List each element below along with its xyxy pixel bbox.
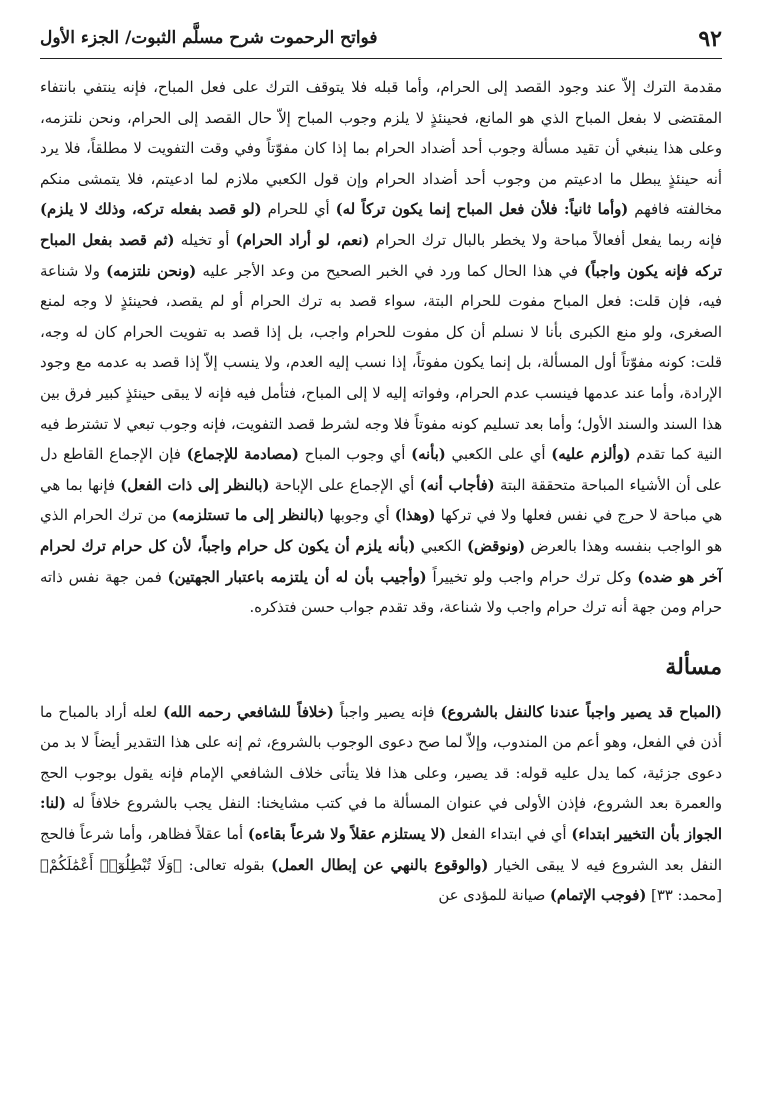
bold-quote: (بأنه يلزم أن يكون كل حرام واجباً، لأن كل حرام ترك لحرام آخر هو ضده) <box>40 537 722 586</box>
text-run: أي وجوبها <box>324 507 395 525</box>
bold-quote: (خلافاً للشافعي رحمه الله) <box>163 703 334 721</box>
bold-quote: (فوجب الإتمام) <box>549 887 647 905</box>
bold-quote: (ونحن نلتزمه) <box>106 262 197 280</box>
bold-quote: (وأجيب بأن له أن يلتزمه باعتبار الجهتين) <box>167 568 427 586</box>
text-run: فإن الإجماع القاطع دل على أن الأشياء المباحة متحققة البتة <box>40 446 722 494</box>
text-run: أي في ابتداء الفعل <box>446 826 572 844</box>
text-run: أي الإجماع على الإباحة <box>269 476 420 494</box>
text-run: فإنه يصير واجباً <box>333 703 441 721</box>
text-run: أي للحرام <box>261 201 336 219</box>
text-run: الكعبي <box>415 537 467 555</box>
text-run: لعله أراد بالمباح ما أذن في الفعل، وهو أعم من المندوب، وإلاّ لما صح دعوى الوجوب بالشروع، ثم إنه على هذا التقدير أيضاً لا بد من دعوى جزئية، كما يدل عليه قوله: قد يصير، وعلى هذا فلا يتأتى خلاف الشافعي الإمام فإنه يقول بوجوب الحج والعمرة بعد الشروع، فإذن الأولى في عنوان المسألة ما في كتب مشايخنا: النفل يجب بالشروع خلافاً له <box>40 703 722 813</box>
bold-quote: (وألزم عليه) <box>551 446 631 464</box>
text-run: أما عقلاً فظاهر، وأما شرعاً فالحج النفل بعد الشروع فيه لا يبقى الخيار <box>40 826 722 874</box>
text-run: في هذا الحال كما ورد في الخبر الصحيح من وعد الأجر عليه <box>196 262 585 280</box>
text-run: فمن جهة نفس ذاته حرام ومن جهة أنه ترك حرام واجب ولا شناعة، وقد تقدم جواب حسن فتذكره. <box>40 568 722 617</box>
section-heading: مسألة <box>665 653 722 680</box>
page-number: ٩٢ <box>698 26 722 52</box>
text-run: مقدمة الترك إلاّ عند وجود القصد إلى الحرام، وأما قبله فلا يتوقف الترك على فعل المباح، فإنه ينتفي بانتفاء المقتضى لا بفعل المباح الذي هو المانع، فحينئذٍ لا يلزم وجوب المباح إلاّ حال القصد إلى الحرام، ونحن نلتزمه، وعلى هذا ينبغي أن تقيد مسألة وجوب أحد أضداد الحرام بما إذا كان مفوّتاً وفي وقت التفويت لا مطلقاً، فلا يرد أنه حينئذٍ يبطل ما ادعيتم من وجوب أحد أضداد الحرام وإن قول الكعبي ملازم لما ادعيتم، فلا يتمشى منكم مخالفته فافهم <box>40 79 722 219</box>
paragraph-discussion <box>40 73 722 624</box>
bold-quote: (فأجاب أنه) <box>419 476 495 494</box>
book-page <box>40 24 722 1084</box>
bold-quote: (لو قصد بفعله تركه، وذلك لا يلزم) <box>40 201 262 219</box>
bold-quote: (بالنظر إلى ذات الفعل) <box>120 476 270 494</box>
text-run: أي وجوب المباح <box>298 446 412 464</box>
bold-quote: (ونوقض) <box>466 537 526 555</box>
bold-quote: (لا يستلزم عقلاً ولا شرعاً بقاءه) <box>247 826 447 844</box>
main-text <box>40 73 722 912</box>
quran-verse: ﴿وَلَا تُبْطِلُوٓا۟ أَعْمَٰلَكُمْ﴾ <box>40 856 183 874</box>
text-run: صيانة للمؤدى عن <box>438 887 550 905</box>
bold-quote: (لنا: الجواز بأن التخيير ابتداء) <box>40 795 723 844</box>
bold-quote: (ثم قصد بفعل المباح تركه فإنه يكون واجباً) <box>40 231 722 280</box>
text-run: من ترك الحرام الذي هو الواجب بنفسه وهذا بالعرض <box>40 507 722 555</box>
text-run: بقوله تعالى: <box>182 856 272 874</box>
bold-quote: (وأما ثانياً: فلأن فعل المباح إنما يكون تركاً له) <box>335 201 629 219</box>
text-run: أو تخيله <box>174 231 236 249</box>
paragraph-masala <box>40 698 722 912</box>
page-header <box>40 24 722 59</box>
text-run: فإنها بما هي هي مباحة لا حرج في نفس فعلها ولا في تركها <box>40 476 723 525</box>
text-run: أي على الكعبي <box>445 446 552 464</box>
bold-quote: (نعم، لو أراد الحرام) <box>235 231 370 249</box>
bold-quote: (بأنه) <box>411 446 446 464</box>
text-run: فإنه ربما يفعل أفعالاً مباحة ولا يخطر بالبال ترك الحرام <box>369 231 722 249</box>
text-run: وكل ترك حرام واجب ولو تخييراً <box>426 568 638 586</box>
bold-quote: (وهذا) <box>394 507 436 525</box>
running-title: فواتح الرحموت شرح مسلَّم الثبوت/ الجزء الأول <box>40 28 378 48</box>
text-run: ولا شناعة فيه، فإن قلت: فعل المباح مفوت للحرام البتة، سواء قصد به ترك الحرام أو لم يقصد، فحينئذٍ لا وجه لمنع الصغرى، ولو منع الكبرى بأنا لا نسلم أن كل مفوت للحرام واجب، بل إذا قصد به تفويت الحرام كان له وجه، قلت: كونه مفوّتاً أول المسألة، بل إنما يكون مفوتاً، إذا نسب إليه العدم، ولا ينسب إلاّ إذا قصد به عدمه مع وجود الإرادة، وأما عند عدمها فينسب عدم الحرام، وفواته إليه لا إلى المباح، فتأمل فيه فإنه لا يبقى حينئذٍ كبير فرق بين هذا السند والسند الأول؛ وأما بعد تسليم كونه مفوتاً فلا وجه لشرط قصد التفويت، فإنه وجوب تبعي لا تشترط فيه النية كما تقدم <box>40 262 722 464</box>
bold-quote: (المباح قد يصير واجباً عندنا كالنفل بالشروع) <box>440 703 722 721</box>
bold-quote: (بالنظر إلى ما تستلزمه) <box>171 507 325 525</box>
bold-quote: (مصادمة للإجماع) <box>186 446 299 464</box>
bold-quote: (والوقوع بالنهي عن إبطال العمل) <box>271 856 489 874</box>
verse-reference: [محمد: ٣٣] <box>646 887 722 905</box>
